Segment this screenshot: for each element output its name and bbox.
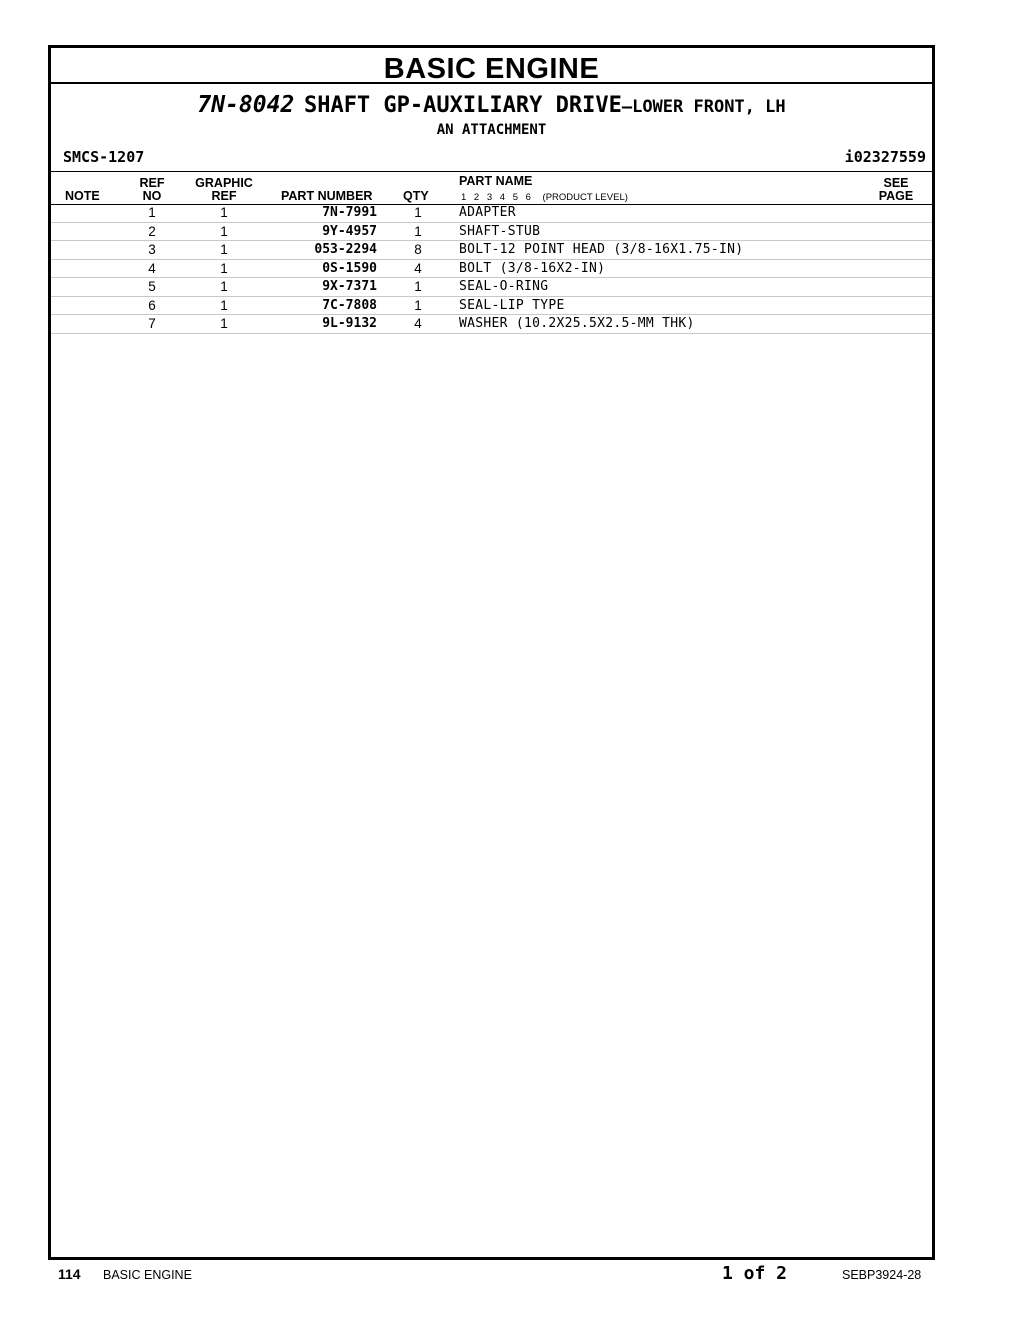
row-part-number[interactable]: 9Y-4957 (322, 223, 377, 239)
row-graphic-ref: 1 (220, 279, 228, 294)
table-row (51, 278, 932, 297)
row-part-number[interactable]: 9X-7371 (322, 279, 377, 294)
row-part-name: BOLT-12 POINT HEAD (3/8-16X1.75-IN) (459, 242, 744, 257)
header-see-top: SEE (883, 176, 909, 190)
row-part-number[interactable]: 7N-7991 (322, 205, 377, 220)
header-note: NOTE (65, 189, 100, 203)
row-graphic-ref: 1 (220, 316, 228, 331)
group-number: 7N-8042 (197, 92, 295, 118)
row-qty: 1 (414, 297, 422, 313)
row-graphic-ref: 1 (220, 260, 228, 276)
footer-document-id: SEBP3924-28 (842, 1268, 922, 1282)
row-graphic-ref: 1 (220, 242, 228, 257)
row-ref-no: 2 (148, 223, 156, 239)
table-row (51, 223, 932, 242)
page-frame (48, 45, 935, 1260)
table-header (51, 171, 932, 205)
header-see-page (876, 177, 916, 203)
illustration-id: i02327559 (844, 148, 926, 166)
table-row (51, 241, 932, 260)
header-ref-bottom: NO (142, 189, 162, 203)
row-qty: 4 (414, 316, 422, 331)
header-ref-top: REF (139, 176, 165, 190)
row-part-number[interactable]: 053-2294 (314, 242, 377, 257)
row-ref-no: 4 (148, 260, 156, 276)
table-row (51, 315, 932, 334)
row-part-name: SEAL-O-RING (459, 279, 549, 294)
row-part-name: BOLT (3/8-16X2-IN) (459, 260, 606, 276)
table-row (51, 260, 932, 279)
row-ref-no: 6 (148, 297, 156, 313)
row-qty: 1 (414, 205, 422, 220)
header-product-levels (461, 192, 628, 203)
header-graphic-ref (191, 177, 257, 203)
footer-page-number: 114 (58, 1266, 81, 1282)
row-ref-no: 7 (148, 316, 156, 331)
row-qty: 1 (414, 279, 422, 294)
header-graphic-top: GRAPHIC (195, 176, 253, 190)
section-title: BASIC ENGINE (51, 48, 932, 84)
header-qty: QTY (403, 189, 429, 203)
row-part-name: WASHER (10.2X25.5X2.5-MM THK) (459, 316, 695, 331)
table-row (51, 204, 932, 223)
header-see-bottom: PAGE (878, 189, 914, 203)
group-subtitle: AN ATTACHMENT (436, 122, 547, 138)
group-suffix: —LOWER FRONT, LH (621, 97, 786, 117)
footer-sheet-count: 1 of 2 (722, 1263, 788, 1284)
row-part-number[interactable]: 9L-9132 (322, 316, 377, 331)
row-qty: 1 (414, 223, 422, 239)
row-part-number[interactable]: 7C-7808 (322, 297, 377, 313)
row-ref-no: 3 (148, 242, 156, 257)
row-ref-no: 5 (148, 279, 156, 294)
row-part-number[interactable]: 0S-1590 (322, 260, 377, 276)
header-ref-no (137, 177, 167, 203)
table-row (51, 297, 932, 316)
smcs-code: SMCS-1207 (63, 148, 145, 166)
row-part-name: SEAL-LIP TYPE (459, 297, 565, 313)
footer-section-name: BASIC ENGINE (103, 1268, 192, 1282)
row-graphic-ref: 1 (220, 205, 228, 220)
row-ref-no: 1 (148, 205, 156, 220)
parts-table-body (51, 204, 932, 334)
header-graphic-bottom: REF (211, 189, 237, 203)
row-graphic-ref: 1 (220, 223, 228, 239)
row-qty: 4 (414, 260, 422, 276)
row-qty: 8 (414, 242, 422, 257)
header-levels-label: (PRODUCT LEVEL) (542, 192, 628, 203)
header-levels-numbers: 1 2 3 4 5 6 (461, 192, 531, 203)
group-title (51, 92, 932, 118)
row-part-name: ADAPTER (459, 205, 516, 220)
header-part-name: PART NAME (459, 174, 533, 188)
row-part-name: SHAFT-STUB (459, 223, 541, 239)
group-name: SHAFT GP-AUXILIARY DRIVE (303, 93, 622, 118)
row-graphic-ref: 1 (220, 297, 228, 313)
header-part-number: PART NUMBER (281, 189, 373, 203)
